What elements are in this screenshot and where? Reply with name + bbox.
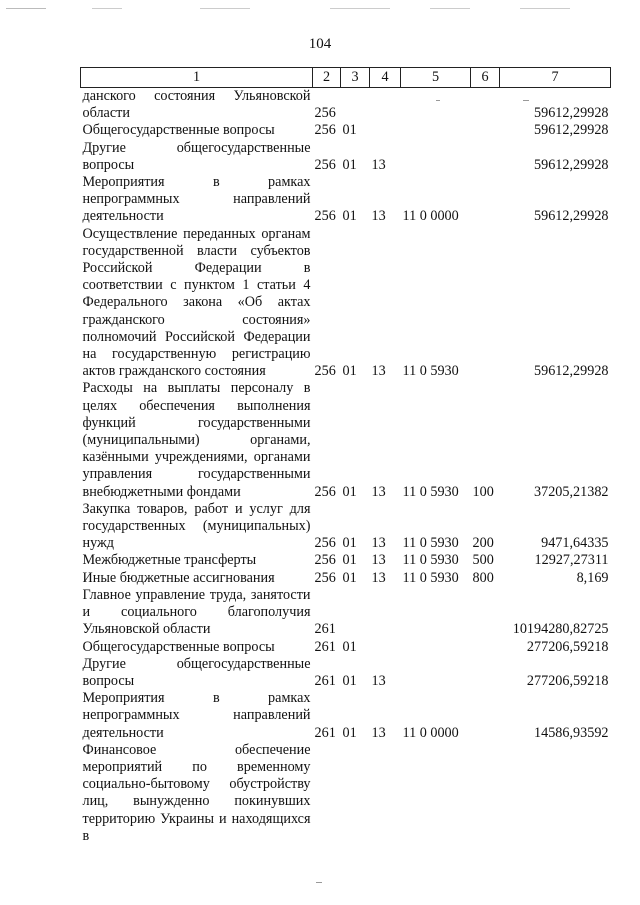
row-code-c4: 13 <box>371 208 386 225</box>
row-amount: 59612,29928 <box>534 208 609 225</box>
row-code-c4: 13 <box>371 569 386 586</box>
table-row <box>81 656 611 690</box>
row-description: Общегосударственные вопросы <box>82 638 275 655</box>
header-col-2: 2 <box>313 68 341 88</box>
row-code-c3: 01 <box>342 156 357 173</box>
row-description: Финансовое обеспечение мероприятий по временному социально-бытовому обустройству лиц, вынужденно покинувших территорию Украины и находящихся в <box>82 741 311 844</box>
row-code-c2: 261 <box>314 672 336 689</box>
row-description: Расходы на выплаты персоналу в целях обеспечения выполнения функций государственными (муниципальными) органами, казёнными учреждениями, органами управления государственными внебюджетными фондами <box>82 380 311 500</box>
row-code-c5: 11 0 5930 <box>402 552 459 569</box>
table-row <box>81 742 611 845</box>
row-description: Мероприятия в рамках непрограммных направлений деятельности <box>82 174 311 225</box>
row-code-c6: 500 <box>472 552 494 569</box>
row-code-c2: 261 <box>314 621 336 638</box>
row-code-c2: 256 <box>314 105 336 122</box>
table-row <box>81 174 611 226</box>
table-row <box>81 639 611 656</box>
row-code-c6 <box>471 122 500 139</box>
row-code-c5 <box>401 639 471 656</box>
row-description: Иные бюджетные ассигнования <box>82 569 275 586</box>
row-code-c5: 11 0 5930 <box>402 483 459 500</box>
row-amount: 277206,59218 <box>526 638 609 655</box>
table-row <box>81 501 611 553</box>
header-col-3: 3 <box>341 68 370 88</box>
row-code-c3: 01 <box>342 724 357 741</box>
row-description: Осуществление переданных органам государственной власти субъектов Российской Федерации в соответствии с пунктом 1 статьи 4 Федерального закона «Об актах гражданского состояния» полномочий Российской Федерации на государственную регистрацию актов гражданского состояния <box>82 225 311 380</box>
row-code-c5 <box>401 656 471 690</box>
row-code-c5: 11 0 0000 <box>402 724 459 741</box>
row-code-c2: 256 <box>314 363 336 380</box>
table-row <box>81 552 611 569</box>
row-code-c3: 01 <box>342 208 357 225</box>
row-code-c6 <box>471 742 500 845</box>
row-code-c2: 256 <box>314 569 336 586</box>
row-code-c4: 13 <box>371 483 386 500</box>
row-code-c4 <box>370 587 401 639</box>
row-code-c4: 13 <box>371 724 386 741</box>
row-code-c3: 01 <box>342 535 357 552</box>
row-amount: 59612,29928 <box>534 122 609 139</box>
row-code-c5: 11 0 5930 <box>402 535 459 552</box>
page-number: 104 <box>308 36 332 52</box>
row-code-c2: 261 <box>314 638 336 655</box>
row-description: данского состояния Ульяновской области <box>82 88 311 122</box>
table-row <box>81 140 611 174</box>
row-code-c4 <box>370 88 401 123</box>
row-code-c3: 01 <box>342 638 357 655</box>
row-code-c6 <box>471 587 500 639</box>
row-amount: 59612,29928 <box>534 105 609 122</box>
row-code-c6 <box>471 174 500 226</box>
row-description: Общегосударственные вопросы <box>82 122 275 139</box>
row-code-c5 <box>401 587 471 639</box>
row-description: Мероприятия в рамках непрограммных направлений деятельности <box>82 690 311 741</box>
row-code-c4: 13 <box>371 156 386 173</box>
row-amount: 277206,59218 <box>526 672 609 689</box>
row-amount: 8,169 <box>576 569 609 586</box>
row-description: Главное управление труда, занятости и социального благополучия Ульяновской области <box>82 586 311 638</box>
row-code-c2: 256 <box>314 552 336 569</box>
row-code-c3: 01 <box>342 552 357 569</box>
row-code-c4: 13 <box>371 363 386 380</box>
row-code-c5 <box>401 88 471 123</box>
row-code-c4: 13 <box>371 552 386 569</box>
row-code-c3: 01 <box>342 483 357 500</box>
row-code-c4 <box>370 639 401 656</box>
row-code-c6 <box>471 656 500 690</box>
table-header-row <box>81 68 611 88</box>
row-code-c5: 11 0 0000 <box>402 208 459 225</box>
row-amount: 9471,64335 <box>541 535 609 552</box>
row-code-c2: 256 <box>314 156 336 173</box>
row-code-c6 <box>471 140 500 174</box>
row-amount: 37205,21382 <box>534 483 609 500</box>
table-row <box>81 690 611 742</box>
row-amount: 59612,29928 <box>534 363 609 380</box>
table-row <box>81 380 611 500</box>
row-code-c3: 01 <box>342 569 357 586</box>
row-code-c2: 256 <box>314 208 336 225</box>
row-amount: 14586,93592 <box>534 724 609 741</box>
row-code-c2: 261 <box>314 724 336 741</box>
row-code-c3 <box>341 742 370 845</box>
row-code-c6 <box>471 226 500 381</box>
row-code-c3: 01 <box>342 122 357 139</box>
row-amount <box>500 742 611 845</box>
table-row <box>81 587 611 639</box>
table-row <box>81 570 611 587</box>
budget-table <box>80 67 611 845</box>
table-row <box>81 226 611 381</box>
row-code-c4 <box>370 122 401 139</box>
row-code-c6: 100 <box>472 483 494 500</box>
row-code-c5: 11 0 5930 <box>402 569 459 586</box>
row-code-c5: 11 0 5930 <box>402 363 459 380</box>
row-description: Другие общегосударственные вопросы <box>82 655 311 689</box>
row-code-c3 <box>341 587 370 639</box>
row-code-c4 <box>370 742 401 845</box>
header-col-4: 4 <box>370 68 401 88</box>
row-amount: 10194280,82725 <box>512 621 609 638</box>
header-col-6: 6 <box>471 68 500 88</box>
header-col-5: 5 <box>401 68 471 88</box>
row-code-c4: 13 <box>371 535 386 552</box>
row-code-c5 <box>401 122 471 139</box>
row-code-c3 <box>341 88 370 123</box>
row-code-c5 <box>401 742 471 845</box>
row-code-c6 <box>471 88 500 123</box>
row-description: Межбюджетные трансферты <box>82 552 257 569</box>
row-description: Другие общегосударственные вопросы <box>82 139 311 173</box>
row-code-c4: 13 <box>371 672 386 689</box>
row-code-c6 <box>471 690 500 742</box>
row-code-c6 <box>471 639 500 656</box>
row-code-c2: 256 <box>314 535 336 552</box>
header-col-1: 1 <box>81 68 313 88</box>
row-amount: 12927,27311 <box>534 552 609 569</box>
header-col-7: 7 <box>500 68 611 88</box>
table-row <box>81 122 611 139</box>
row-code-c6: 800 <box>472 569 494 586</box>
row-amount: 59612,29928 <box>534 156 609 173</box>
table-row <box>81 88 611 123</box>
row-code-c3: 01 <box>342 363 357 380</box>
row-code-c2: 256 <box>314 122 336 139</box>
row-code-c5 <box>401 140 471 174</box>
row-description: Закупка товаров, работ и услуг для государственных (муниципальных) нужд <box>82 500 311 552</box>
row-code-c3: 01 <box>342 672 357 689</box>
row-code-c6: 200 <box>472 535 494 552</box>
row-code-c2: 256 <box>314 483 336 500</box>
row-code-c2 <box>313 742 341 845</box>
